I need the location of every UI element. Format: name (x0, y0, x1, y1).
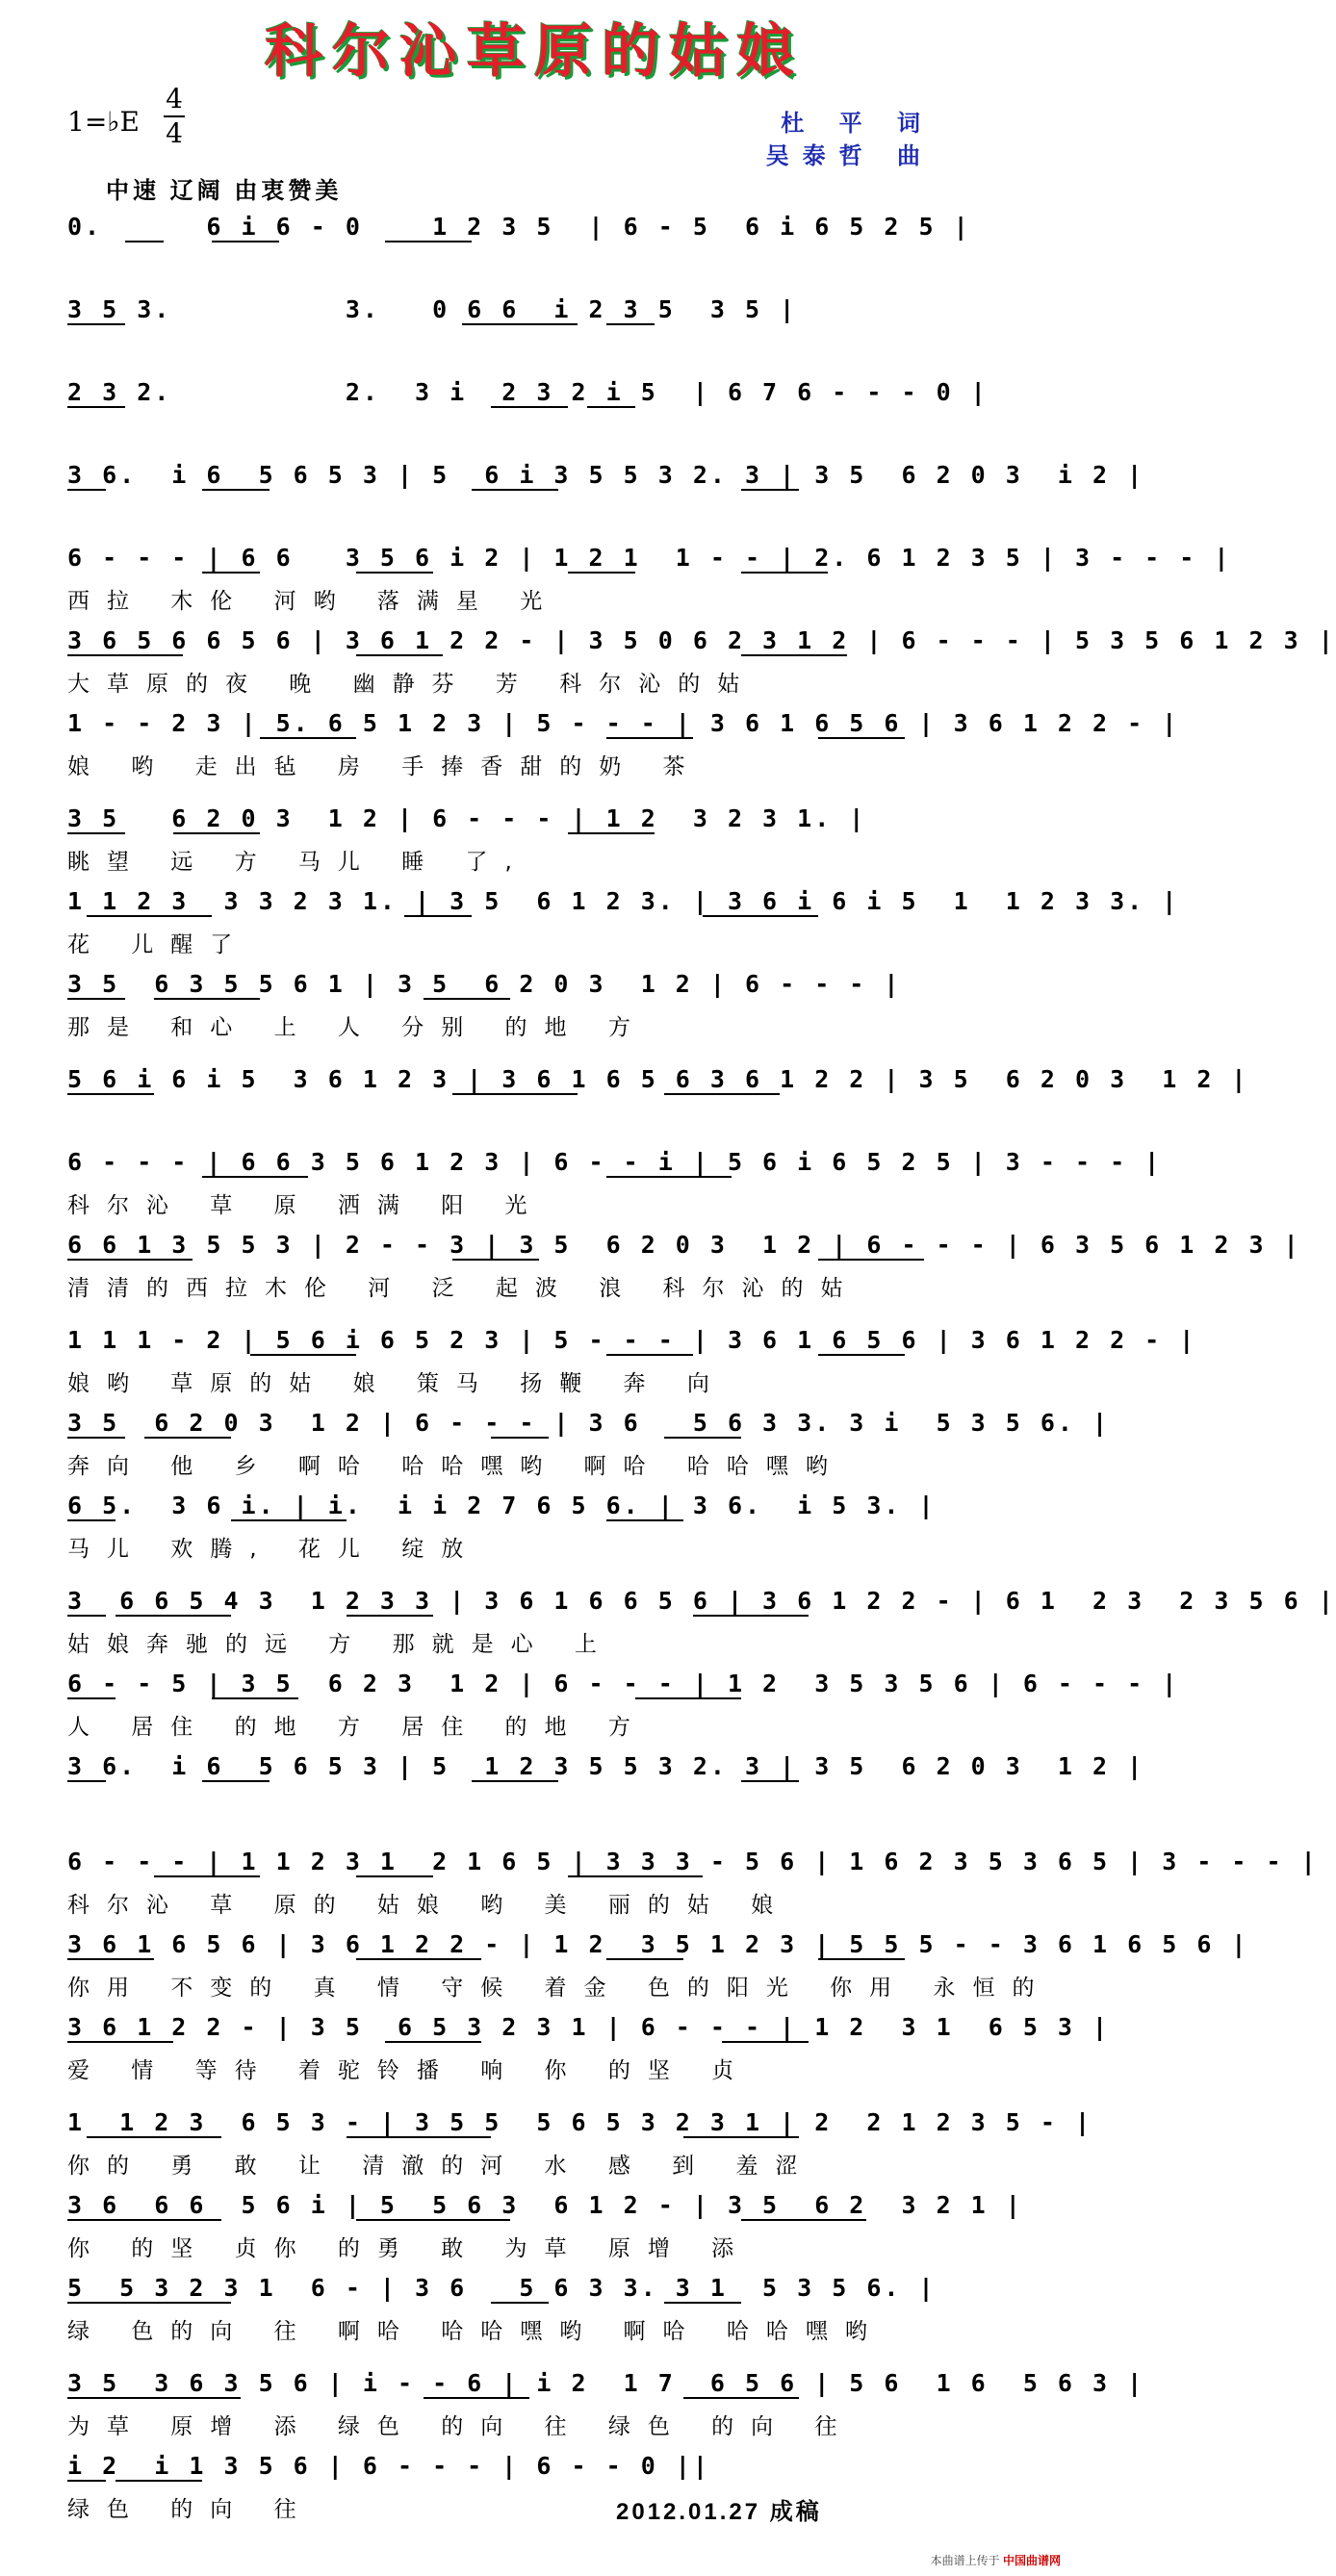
rhythm-underline (67, 1958, 154, 1960)
score-system (67, 1920, 1249, 2002)
notation-line: 3 6 1 2 2 - | 3 5 6 5 3 2 3 1 | 6 - - - | 1 2 3 1 6 5 3 | (67, 2013, 1111, 2041)
rhythm-underline (606, 1354, 693, 1356)
rhythm-underline (741, 572, 828, 574)
lyrics-line: 你 的坚 贞你 的勇 敢 为草 原增 添 (67, 2236, 752, 2261)
footer-text: 本曲谱上传于 (930, 2554, 1000, 2567)
rhythm-underlines (67, 998, 1006, 1009)
score-system (67, 1576, 1336, 1659)
rhythm-underline (250, 1354, 356, 1356)
rhythm-underline (67, 2041, 173, 2043)
rhythm-underlines (67, 1176, 1006, 1187)
rhythm-underline (67, 1519, 116, 1521)
score-system (67, 2098, 1093, 2181)
score-system (67, 1055, 1249, 1137)
rhythm-underline (472, 489, 558, 491)
rhythm-underline (741, 654, 847, 656)
rhythm-underline (87, 915, 212, 917)
rhythm-underline (491, 1437, 549, 1439)
rhythm-underline (67, 489, 106, 491)
lyrics-line: 姑娘奔驰的远 方 那就是心 上 (67, 1632, 614, 1657)
date-note: 2012.01.27 成稿 (616, 2499, 822, 2525)
rhythm-underline (606, 1176, 732, 1178)
score-system (67, 533, 1232, 616)
lyrics-line: 你用 不变的 真 情 守候 着金 色的阳光 你用 永恒的 (67, 1976, 1052, 2001)
rhythm-underline (260, 737, 356, 739)
score-system (67, 285, 1006, 368)
lyricist-credit: 杜 平 词 (781, 109, 934, 137)
notation-line: 1 1 2 3 6 5 3 - | 3 5 5 5 6 5 3 2 3 1 | 2 2 1 2 3 5 - | (67, 2108, 1093, 2136)
rhythm-underlines (67, 572, 1006, 583)
rhythm-underlines (67, 406, 1006, 418)
rhythm-underline (347, 1615, 433, 1617)
rhythm-underline (606, 1958, 683, 1960)
score-system (67, 616, 1336, 699)
rhythm-underlines (67, 1697, 1006, 1709)
notation-line: 3 6. i 6 5 6 5 3 | 5 1 2 3 5 5 3 2. 3 | 3 5 6 2 0 3 1 2 | (67, 1752, 1145, 1780)
rhythm-underline (87, 2136, 221, 2138)
rhythm-underline (356, 1875, 433, 1877)
lyrics-line: 爱 情 等待 着驼铃播 响 你 的坚 贞 (67, 2058, 752, 2083)
song-title: 科尔沁草原的姑娘 (265, 18, 804, 86)
score (67, 202, 1336, 2524)
notation-line: 1 1 2 3 3 3 2 3 1. | 3 5 6 1 2 3. | 3 6 i 6 i 5 1 1 2 3 3. | (67, 887, 1180, 915)
rhythm-underline (125, 2397, 241, 2399)
notation-line: 3 6 5 6 6 5 6 | 3 6 1 2 2 - | 3 5 0 6 2 3 1 2 | 6 - - - | 5 3 5 6 1 2 3 | (67, 626, 1336, 654)
rhythm-underlines (67, 832, 1006, 844)
score-system (67, 1220, 1301, 1315)
score-system (67, 202, 1006, 285)
notation-line: 3 5 6 2 0 3 1 2 | 6 - - - | 1 2 3 2 3 1. | (67, 804, 867, 832)
rhythm-underline (116, 1615, 231, 1617)
notation-line: 5 6 i 6 i 5 3 6 1 2 3 | 3 6 1 6 5 6 3 6 1 2 2 | 3 5 6 2 0 3 1 2 | (67, 1065, 1249, 1093)
score-system (67, 2441, 1006, 2524)
notation-line: 2 3 2. 2. 3 i 2 3 2 i 5 | 6 7 6 - - - 0 | (67, 378, 989, 406)
rhythm-underlines (67, 1519, 1006, 1531)
rhythm-underline (568, 572, 635, 574)
rhythm-underline (818, 1259, 924, 1261)
rhythm-underline (606, 323, 655, 325)
rhythm-underline (818, 1354, 905, 1356)
rhythm-underline (664, 1437, 741, 1439)
rhythm-underline (67, 2397, 125, 2399)
footer-credit (931, 2552, 1061, 2568)
rhythm-underline (683, 2136, 799, 2138)
rhythm-underlines (67, 2041, 1006, 2053)
rhythm-underline (356, 1958, 481, 1960)
rhythm-underline (741, 489, 799, 491)
score-system (67, 794, 1006, 877)
rhythm-underline (722, 2041, 809, 2043)
tempo-marking: 中速 辽阔 由衷赞美 (106, 178, 343, 204)
rhythm-underlines (67, 2480, 1006, 2491)
rhythm-underline (202, 1176, 308, 1178)
lyrics-line: 奔向 他 乡 啊哈 哈哈嘿哟 啊哈 哈哈嘿哟 (67, 1454, 845, 1479)
rhythm-underline (67, 2302, 231, 2304)
rhythm-underlines (67, 1437, 1006, 1448)
rhythm-underline (67, 2480, 106, 2482)
rhythm-underline (202, 572, 260, 574)
notation-line: 3 6 1 6 5 6 | 3 6 1 2 2 - | 1 2 3 5 1 2 3 | 5 5 5 - - 3 6 1 6 5 6 | (67, 1930, 1249, 1958)
rhythm-underline (568, 1875, 703, 1877)
rhythm-underline (683, 2397, 799, 2399)
score-system (67, 1398, 1111, 1481)
rhythm-underlines (67, 2136, 1006, 2148)
lyrics-line: 为草 原增 添 绿色 的向 往 绿色 的向 往 (67, 2414, 855, 2439)
rhythm-underlines (67, 1958, 1006, 1970)
rhythm-underline (356, 654, 443, 656)
rhythm-underlines (67, 1259, 1006, 1270)
rhythm-underline (125, 241, 164, 242)
rhythm-underline (67, 1259, 193, 1261)
score-system (67, 699, 1180, 794)
rhythm-underline (347, 2136, 491, 2138)
rhythm-underline (173, 832, 260, 834)
notation-line: 6 - - - | 6 6 3 5 6 1 2 3 | 6 - - i | 5 6 i 6 5 2 5 | 3 - - - | (67, 1148, 1163, 1176)
rhythm-underline (693, 1615, 809, 1617)
score-system (67, 1742, 1145, 1837)
lyrics-line: 你的 勇 敢 让 清澈的河 水 感 到 羞涩 (67, 2154, 815, 2179)
rhythm-underlines (67, 323, 1006, 335)
lyrics-line: 眺望 远 方 马儿 睡 了, (67, 850, 529, 875)
notation-line: 6 - - 5 | 3 5 6 2 3 1 2 | 6 - - - | 1 2 3 5 3 5 6 | 6 - - - | (67, 1670, 1180, 1697)
lyrics-line: 花 儿醒了 (67, 932, 250, 957)
rhythm-underline (741, 1780, 799, 1782)
rhythm-underline (491, 406, 568, 408)
rhythm-underline (67, 832, 125, 834)
rhythm-underline (144, 1437, 231, 1439)
rhythm-underlines (67, 915, 1006, 927)
lyrics-line: 娘 哟 走出毡 房 手捧香甜的奶 茶 (67, 754, 703, 779)
rhythm-underlines (67, 654, 1006, 666)
notation-line: 3 6. i 6 5 6 5 3 | 5 6 i 3 5 5 3 2. 3 | 3 5 6 2 0 3 i 2 | (67, 461, 1145, 489)
score-system (67, 1659, 1180, 1742)
rhythm-underline (587, 406, 635, 408)
rhythm-underline (67, 998, 125, 1000)
rhythm-underlines (67, 1780, 1006, 1792)
lyrics-line: 马儿 欢腾, 花儿 绽放 (67, 1537, 481, 1562)
time-signature-top: 4 (166, 83, 183, 115)
score-system (67, 1481, 1006, 1576)
rhythm-underline (116, 2480, 202, 2482)
rhythm-underline (385, 241, 472, 242)
rhythm-underline (452, 1093, 578, 1095)
rhythm-underline (818, 1958, 905, 1960)
rhythm-underline (472, 1780, 558, 1782)
rhythm-underline (635, 1697, 741, 1699)
rhythm-underline (385, 2041, 481, 2043)
notation-line: 6 - - - | 1 1 2 3 1 2 1 6 5 | 3 3 3 - 5 6 | 1 6 2 3 5 3 6 5 | 3 - - - | (67, 1848, 1319, 1875)
rhythm-underlines (67, 737, 1006, 749)
notation-line: 6 5. 3 6 i. | i. i i 2 7 6 5 6. | 3 6. i 5 3. | (67, 1492, 937, 1519)
score-system (67, 450, 1145, 533)
notation-line: 3 6 6 5 4 3 1 2 3 3 | 3 6 1 6 6 5 6 | 3 6 1 2 2 - | 6 1 2 3 2 3 5 6 | (67, 1587, 1336, 1615)
rhythm-underline (424, 2397, 529, 2399)
rhythm-underline (67, 323, 125, 325)
rhythm-underlines (67, 1875, 1006, 1887)
rhythm-underlines (67, 241, 1006, 252)
time-signature-bottom: 4 (166, 117, 183, 149)
lyrics-line: 那是 和心 上 人 分别 的地 方 (67, 1015, 648, 1040)
notation-line: 5 5 3 2 3 1 6 - | 3 6 5 6 3 3. 3 1 5 3 5 6. | (67, 2274, 937, 2302)
notation-line: 6 6 1 3 5 5 3 | 2 - - 3 | 3 5 6 2 0 3 1 2 | 6 - - - | 6 3 5 6 1 2 3 | (67, 1231, 1301, 1259)
rhythm-underline (212, 241, 279, 242)
time-signature (164, 85, 185, 148)
rhythm-underline (424, 998, 510, 1000)
score-system (67, 2181, 1023, 2263)
lyrics-line: 大草原的夜 晚 幽静芬 芳 科尔沁的姑 (67, 672, 758, 697)
rhythm-underline (154, 998, 260, 1000)
key-signature: 1=♭E (67, 106, 140, 138)
rhythm-underline (67, 2219, 221, 2221)
score-system (67, 368, 1006, 450)
score-system (67, 1137, 1163, 1220)
rhythm-underline (67, 1780, 106, 1782)
score-system (67, 1837, 1319, 1920)
score-system (67, 2263, 1006, 2359)
rhythm-underline (818, 737, 905, 739)
rhythm-underline (741, 2219, 866, 2221)
footer-site: 中国曲谱网 (1002, 2554, 1061, 2567)
lyrics-line: 清清的西拉木伦 河 泛 起波 浪 科尔沁的姑 (67, 1276, 861, 1301)
lyrics-line: 绿 色的向 往 啊哈 哈哈嘿哟 啊哈 哈哈嘿哟 (67, 2319, 885, 2344)
lyrics-line (67, 1792, 1006, 1830)
score-system (67, 1315, 1197, 1398)
rhythm-underline (664, 2302, 741, 2304)
rhythm-underline (67, 1697, 116, 1699)
rhythm-underline (67, 1615, 106, 1617)
lyrics-line: 娘哟 草原的姑 娘 策马 扬鞭 奔 向 (67, 1371, 727, 1396)
lyrics-line: 科尔沁 草 原的 姑娘 哟 美 丽的姑 娘 (67, 1893, 791, 1918)
rhythm-underline (154, 1875, 260, 1877)
lyrics-line: 西拉 木伦 河哟 落满星 光 (67, 589, 560, 614)
notation-line: 0. 6 i 6 - 0 1 2 3 5 | 6 - 5 6 i 6 5 2 5 | (67, 213, 971, 241)
score-system (67, 2002, 1111, 2098)
rhythm-underline (462, 323, 578, 325)
rhythm-underline (356, 2219, 510, 2221)
rhythm-underlines (67, 2302, 1006, 2313)
rhythm-underline (212, 1697, 298, 1699)
rhythm-underline (67, 1437, 125, 1439)
notation-line: 1 1 1 - 2 | 5 6 i 6 5 2 3 | 5 - - - | 3 6 1 6 5 6 | 3 6 1 2 2 - | (67, 1326, 1197, 1354)
score-system (67, 959, 1006, 1055)
lyrics-line: 科尔沁 草 原 洒满 阳 光 (67, 1193, 545, 1218)
lyrics-line: 人 居住 的地 方 居住 的地 方 (67, 1715, 648, 1740)
notation-line: 3 5 3. 3. 0 6 6 i 2 3 5 3 5 | (67, 295, 798, 323)
notation-line: 1 - - 2 3 | 5. 6 5 1 2 3 | 5 - - - | 3 6 1 6 5 6 | 3 6 1 2 2 - | (67, 709, 1180, 737)
rhythm-underline (452, 1259, 539, 1261)
rhythm-underline (202, 489, 270, 491)
notation-line: 3 5 3 6 3 5 6 | i - - 6 | i 2 1 7 6 5 6 | 5 6 1 6 5 6 3 | (67, 2369, 1145, 2397)
lyrics-line: 绿色 的向 往 (67, 2497, 314, 2522)
rhythm-underlines (67, 2397, 1006, 2409)
notation-line: i 2 i 1 3 5 6 | 6 - - - | 6 - - 0 || (67, 2452, 710, 2480)
rhythm-underline (67, 654, 183, 656)
rhythm-underline (491, 2302, 549, 2304)
rhythm-underlines (67, 1615, 1006, 1626)
rhythm-underline (202, 1780, 270, 1782)
notation-line: 6 - - - | 6 6 3 5 6 i 2 | 1 2 1 1 - - | 2. 6 1 2 3 5 | 3 - - - | (67, 544, 1232, 572)
rhythm-underline (703, 915, 818, 917)
rhythm-underline (606, 737, 693, 739)
rhythm-underline (231, 1519, 347, 1521)
score-system (67, 877, 1180, 959)
rhythm-underlines (67, 489, 1006, 500)
notation-line: 3 5 6 3 5 5 6 1 | 3 5 6 2 0 3 1 2 | 6 - - - | (67, 970, 902, 998)
rhythm-underline (568, 832, 655, 834)
composer-credit: 吴泰哲 曲 (765, 141, 934, 169)
rhythm-underline (404, 915, 472, 917)
notation-line: 3 6 6 6 5 6 i | 5 5 6 3 6 1 2 - | 3 5 6 2 3 2 1 | (67, 2191, 1023, 2219)
rhythm-underlines (67, 1093, 1006, 1105)
score-system (67, 2359, 1145, 2441)
notation-line: 3 5 6 2 0 3 1 2 | 6 - - - | 3 6 5 6 3 3. 3 i 5 3 5 6. | (67, 1409, 1111, 1437)
rhythm-underlines (67, 1354, 1006, 1365)
rhythm-underline (67, 406, 125, 408)
rhythm-underline (67, 1093, 154, 1095)
rhythm-underline (356, 572, 433, 574)
rhythm-underline (664, 1093, 780, 1095)
rhythm-underline (606, 1519, 683, 1521)
rhythm-underlines (67, 2219, 1006, 2231)
